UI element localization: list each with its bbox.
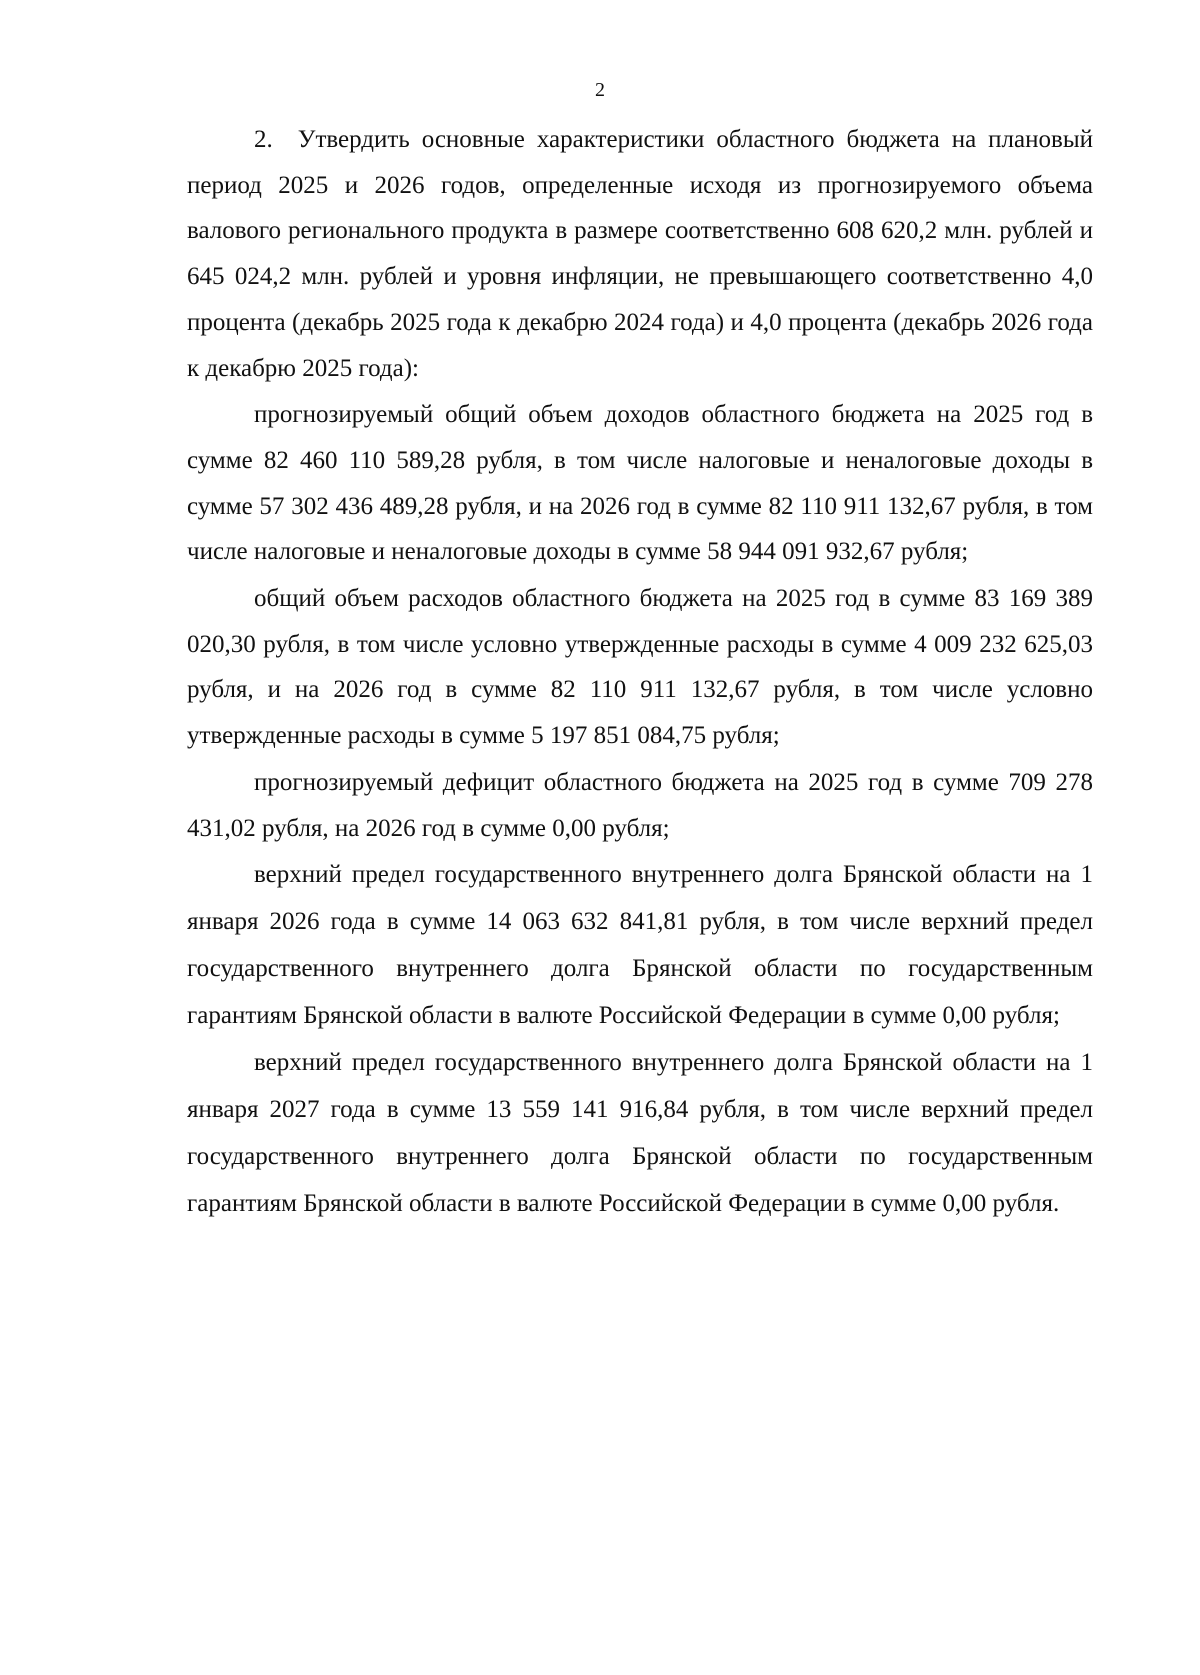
paragraph-deficit: прогнозируемый дефицит областного бюджета на 2025 год в сумме 709 278 431,02 рубля, на 2026 год в сумме 0,00 рубля; (187, 768, 1093, 842)
paragraph-debt-limit-2027: верхний предел государственного внутреннего долга Брянской области на 1 января 2027 года в сумме 13 559 141 916,84 рубля, в том числе верхний предел государственного внутреннего долга Брянской области по государственным гарантиям Брянской области в валюте Российской Федерации в сумме 0,00 рубля. (187, 1049, 1093, 1217)
page-number: 2 (595, 79, 605, 101)
paragraph-main-characteristics: 2. Утвердить основные характеристики областного бюджета на плановый период 2025 и 2026 годов, определенные исходя из прогнозируемого объема валового регионального продукта в размере соответственно 608 620,2 млн. рублей и 645 024,2 млн. рублей и уровня инфляции, не превышающего соответственно 4,0 процента (декабрь 2025 года к декабрю 2024 года) и 4,0 процента (декабрь 2026 года к декабрю 2025 года): (187, 126, 1093, 382)
paragraph-debt-limit-2026: верхний предел государственного внутреннего долга Брянской области на 1 января 2026 года в сумме 14 063 632 841,81 рубля, в том числе верхний предел государственного внутреннего долга Брянской области по государственным гарантиям Брянской области в валюте Российской Федерации в сумме 0,00 рубля; (187, 861, 1093, 1029)
paragraph-expenditures: общий объем расходов областного бюджета на 2025 год в сумме 83 169 389 020,30 рубля, в том числе условно утвержденные расходы в сумме 4 009 232 625,03 рубля, и на 2026 год в сумме 82 110 911 132,67 рубля, в том числе условно утвержденные расходы в сумме 5 197 851 084,75 рубля; (187, 585, 1093, 750)
document-body (187, 117, 1093, 1229)
paragraph-revenues: прогнозируемый общий объем доходов областного бюджета на 2025 год в сумме 82 460 110 589,28 рубля, в том числе налоговые и неналоговые доходы в сумме 57 302 436 489,28 рубля, и на 2026 год в сумме 82 110 911 132,67 рубля, в том числе налоговые и неналоговые доходы в сумме 58 944 091 932,67 рубля; (187, 401, 1093, 566)
